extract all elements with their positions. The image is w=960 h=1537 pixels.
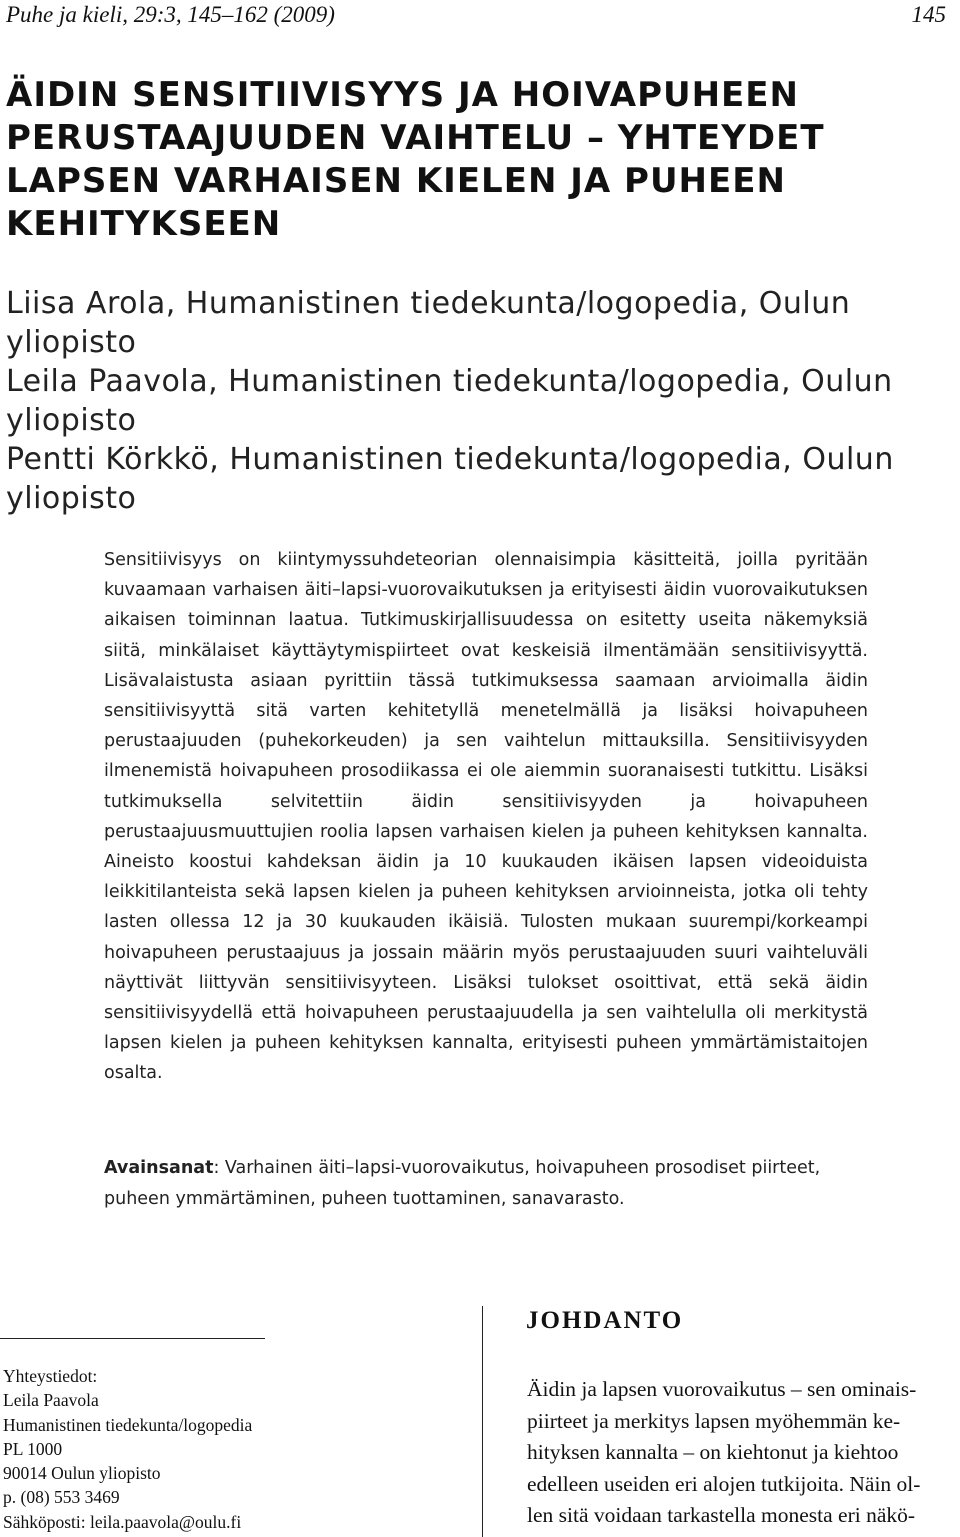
intro-line: Äidin ja lapsen vuorovaikutus – sen ominais- — [527, 1377, 917, 1401]
intro-line: len sitä voidaan tarkastella monesta eri näkö- — [527, 1503, 916, 1527]
keywords — [104, 1153, 868, 1214]
intro-paragraph — [527, 1374, 955, 1532]
journal-citation: Puhe ja kieli, 29:3, 145–162 (2009) — [6, 2, 335, 27]
title-line: PERUSTAAJUUDEN VAIHTELU – YHTEYDET — [6, 118, 825, 158]
contact-line: Humanistinen tiedekunta/logopedia — [3, 1414, 253, 1435]
intro-line: edelleen useiden eri alojen tutkijoita. Näin ol- — [527, 1471, 921, 1496]
section-heading: JOHDANTO — [526, 1307, 684, 1334]
keywords-text: : Varhainen äiti–lapsi-vuorovaikutus, hoivapuheen prosodiset piirteet, puheen ymmärtäminen, puheen tuottaminen, sanavarasto. — [104, 1158, 821, 1209]
title-line: ÄIDIN SENSITIIVISYYS JA HOIVAPUHEEN — [6, 75, 799, 115]
author-affiliation: Pentti Körkkö, Humanistinen tiedekunta/logopedia, Oulun yliopisto — [6, 442, 894, 516]
footnote-divider — [0, 1338, 265, 1339]
article-title — [6, 74, 946, 246]
column-divider — [482, 1306, 483, 1537]
contact-info — [3, 1364, 303, 1534]
page-number: 145 — [911, 2, 946, 27]
title-line: LAPSEN VARHAISEN KIELEN JA PUHEEN — [6, 161, 786, 201]
intro-line: piirteet ja merkitys lapsen myöhemmän ke- — [527, 1408, 901, 1433]
contact-email: Sähköposti: leila.paavola@oulu.fi — [3, 1511, 242, 1532]
contact-line: Yhteystiedot: — [3, 1366, 98, 1386]
intro-line: hityksen kannalta – on kiehtonut ja kiehtoo — [527, 1440, 899, 1464]
title-line: KEHITYKSEEN — [6, 204, 282, 244]
contact-line: Leila Paavola — [3, 1390, 99, 1411]
keywords-label: Avainsanat — [104, 1158, 214, 1178]
author-list — [6, 284, 946, 518]
contact-line: 90014 Oulun yliopisto — [3, 1463, 161, 1484]
contact-line: p. (08) 553 3469 — [3, 1487, 120, 1508]
author-affiliation: Leila Paavola, Humanistinen tiedekunta/logopedia, Oulun yliopisto — [6, 364, 893, 438]
abstract: Sensitiivisyys on kiintymyssuhdeteorian olennaisimpia käsitteitä, joilla pyritään kuvaamaan varhaisen äiti–lapsi-vuorovaikutuksen ja erityisesti äidin vuorovaikutuksen aikaisen toiminnan laatua. Tutkimuskirjallisuudessa on esitetty useita näkemyksiä siitä, minkälaiset käyttäytymispiirteet ovat keskeisiä ilmentämään sensitiivisyyttä. Lisävalaistusta asiaan pyrittiin tässä tutkimuksessa saamaan arvioimalla äidin sensitiivisyyttä sitä varten kehitetyllä menetelmällä ja lisäksi hoivapuheen perustaajuuden (puhekorkeuden) ja sen vaihtelun mittauksilla. Sensitiivisyyden ilmenemistä hoivapuheen prosodiikassa ei ole aiemmin suoranaisesti tutkittu. Lisäksi tutkimuksella selvitettiin äidin sensitiivisyyden ja hoivapuheen perustaajuusmuuttujien roolia lapsen varhaisen kielen ja puheen kehityksen kannalta. Aineisto koostui kahdeksan äidin ja 10 kuukauden ikäisen lapsen videoiduista leikkitilanteista sekä lapsen kielen ja puheen kehityksen arvioinneista, jotka oli tehty lasten ollessa 12 ja 30 kuukauden ikäisiä. Tulosten mukaan suurempi/korkeampi hoivapuheen perustaajuus ja jossain määrin myös perustaajuuden suuri vaihteluväli näyttivät liittyvän sensitiivisyyteen. Lisäksi tulokset osoittivat, että sekä äidin sensitiivisyydellä että hoivapuheen perustaajuudella ja sen vaihtelulla oli merkitystä lapsen kielen ja puheen kehityksen kannalta, erityisesti puheen ymmärtämistaitojen osalta. — [104, 550, 868, 1084]
contact-line: PL 1000 — [3, 1438, 63, 1459]
author-affiliation: Liisa Arola, Humanistinen tiedekunta/logopedia, Oulun yliopisto — [6, 286, 851, 360]
running-head — [6, 0, 946, 30]
